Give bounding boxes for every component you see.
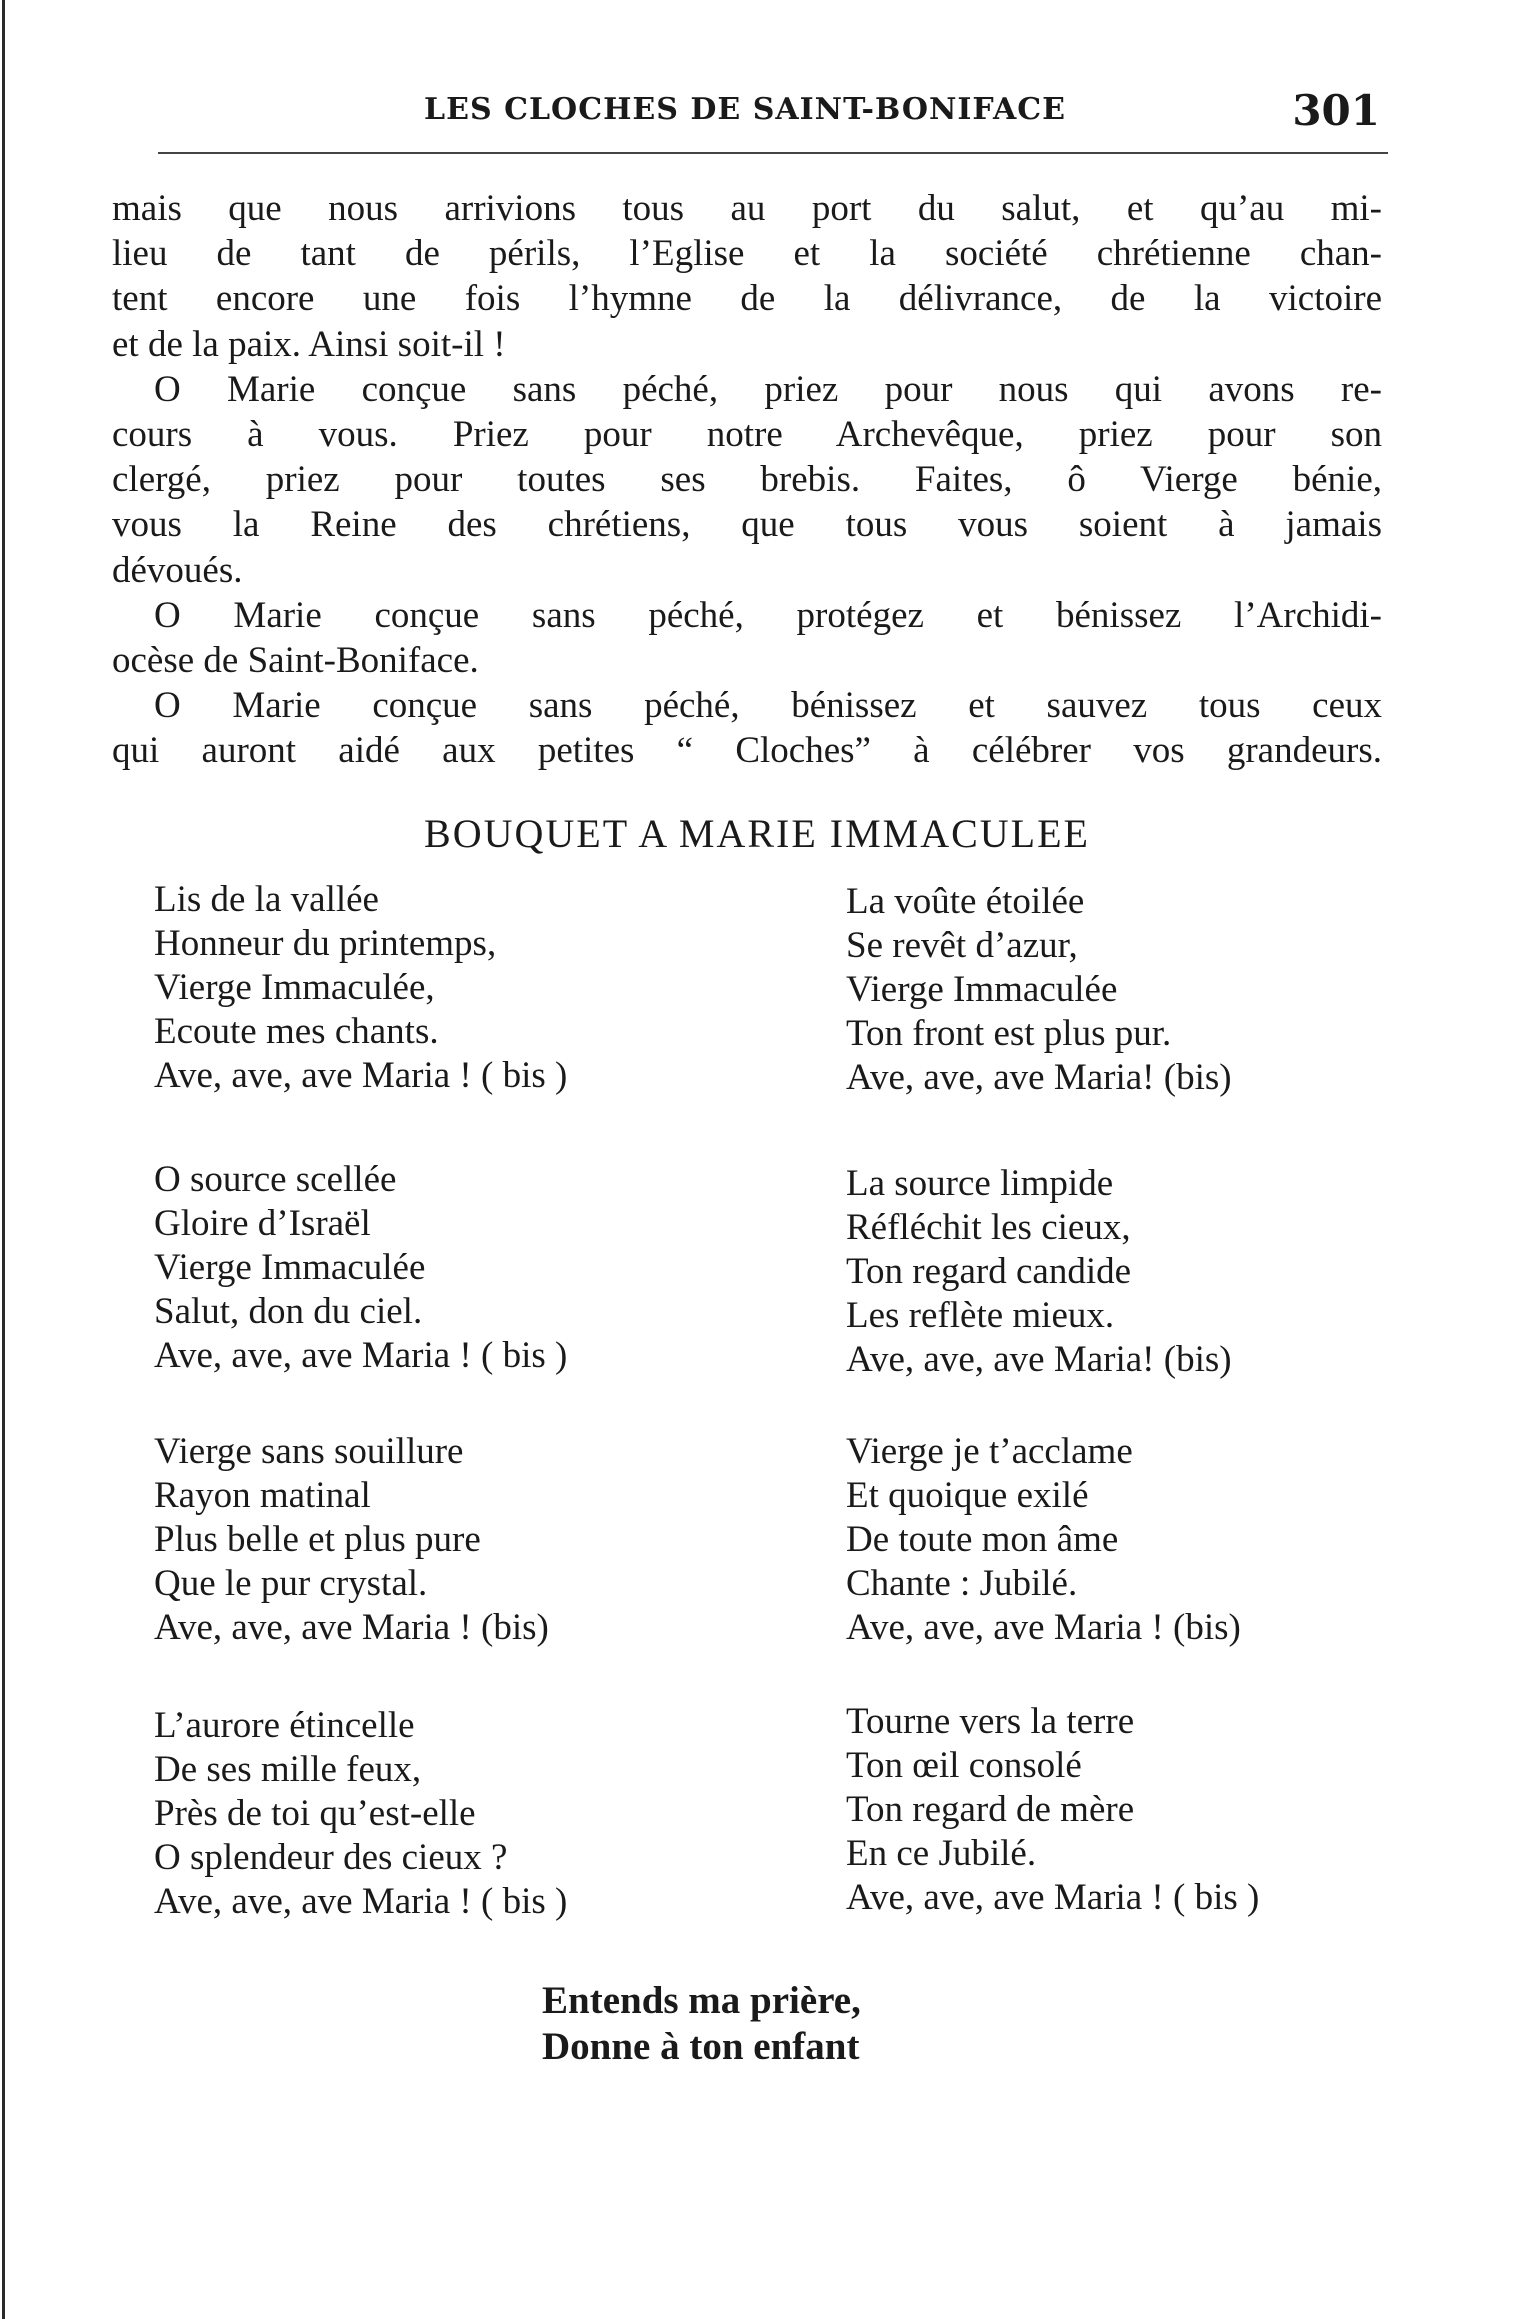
hymn-stanza-right-2 <box>846 1162 1406 1382</box>
verse-line: Ave, ave, ave Maria ! (bis) <box>846 1607 1241 1648</box>
verse-line: Ave, ave, ave Maria! (bis) <box>846 1057 1232 1098</box>
prose-line: ocèse de Saint-Boniface. <box>112 640 479 682</box>
hymn-stanza-left-1 <box>154 878 714 1098</box>
verse-line: Gloire d’Israël <box>154 1203 371 1244</box>
hymn-stanza-left-3 <box>154 1430 714 1650</box>
verse-line: Les reflète mieux. <box>846 1295 1115 1336</box>
verse-line: Ecoute mes chants. <box>154 1011 439 1052</box>
prose-line: tent encore une fois l’hymne de la délivrance, de la victoire <box>112 278 1382 320</box>
verse-line: Vierge Immaculée <box>154 1247 426 1288</box>
prose-block <box>112 186 1382 774</box>
verse-line: Plus belle et plus pure <box>154 1519 481 1560</box>
hymn-final-lines <box>542 1978 861 2070</box>
running-head <box>100 88 1390 138</box>
verse-line: De toute mon âme <box>846 1519 1119 1560</box>
prose-line: lieu de tant de périls, l’Eglise et la société chrétienne chan- <box>112 233 1382 275</box>
verse-line: Tourne vers la terre <box>846 1701 1135 1742</box>
verse-line: Lis de la vallée <box>154 879 379 920</box>
prose-line: O Marie conçue sans péché, bénissez et sauvez tous ceux <box>154 685 1382 727</box>
verse-line: Rayon matinal <box>154 1475 371 1516</box>
hymn-stanza-right-4 <box>846 1700 1406 1920</box>
verse-line: Vierge sans souillure <box>154 1431 464 1472</box>
verse-line: En ce Jubilé. <box>846 1833 1037 1874</box>
prose-line: O Marie conçue sans péché, protégez et bénissez l’Archidi- <box>154 594 1382 636</box>
verse-line: Ave, ave, ave Maria ! ( bis ) <box>154 1335 568 1376</box>
verse-line: Entends ma prière, <box>542 1979 861 2022</box>
hymn-stanza-right-1 <box>846 880 1406 1100</box>
verse-line: O source scellée <box>154 1159 397 1200</box>
hymn-title: BOUQUET A MARIE IMMACULEE <box>424 811 1090 856</box>
verse-line: Ave, ave, ave Maria ! ( bis ) <box>154 1055 568 1096</box>
verse-line: Près de toi qu’est-elle <box>154 1793 476 1834</box>
verse-line: Ave, ave, ave Maria ! ( bis ) <box>846 1877 1260 1918</box>
prose-line: cours à vous. Priez pour notre Archevêque, priez pour son <box>112 414 1382 456</box>
verse-line: Ton œil consolé <box>846 1745 1082 1786</box>
verse-line: Vierge Immaculée, <box>154 967 435 1008</box>
running-title: LES CLOCHES DE SAINT-BONIFACE <box>424 92 1066 127</box>
verse-line: Vierge Immaculée <box>846 969 1118 1010</box>
verse-line: Et quoique exilé <box>846 1475 1089 1516</box>
prose-line: dévoués. <box>112 549 243 591</box>
verse-line: Ton front est plus pur. <box>846 1013 1172 1054</box>
verse-line: Honneur du printemps, <box>154 923 497 964</box>
verse-line: Ton regard candide <box>846 1251 1132 1292</box>
verse-line: Donne à ton enfant <box>542 2025 860 2068</box>
prose-line: vous la Reine des chrétiens, que tous vous soient à jamais <box>112 504 1382 546</box>
verse-line: Ave, ave, ave Maria ! ( bis ) <box>154 1881 568 1922</box>
verse-line: Réfléchit les cieux, <box>846 1207 1131 1248</box>
verse-line: Ave, ave, ave Maria ! (bis) <box>154 1607 549 1648</box>
verse-line: Que le pur crystal. <box>154 1563 428 1604</box>
verse-line: O splendeur des cieux ? <box>154 1837 508 1878</box>
hymn-stanza-left-2 <box>154 1158 714 1378</box>
prose-line: et de la paix. Ainsi soit-il ! <box>112 323 506 365</box>
page-number: 301 <box>1292 86 1380 135</box>
header-rule <box>158 152 1388 154</box>
hymn-stanza-right-3 <box>846 1430 1406 1650</box>
prose-line: qui auront aidé aux petites “ Cloches” à célébrer vos grandeurs. <box>112 730 1382 772</box>
prose-line: mais que nous arrivions tous au port du salut, et qu’au mi- <box>112 188 1382 229</box>
hymn-stanza-left-4 <box>154 1704 714 1924</box>
verse-line: Vierge je t’acclame <box>846 1431 1133 1472</box>
verse-line: L’aurore étincelle <box>154 1705 415 1746</box>
verse-line: Chante : Jubilé. <box>846 1563 1078 1604</box>
verse-line: Ave, ave, ave Maria! (bis) <box>846 1339 1232 1380</box>
verse-line: Se revêt d’azur, <box>846 925 1078 966</box>
prose-line: clergé, priez pour toutes ses brebis. Faites, ô Vierge bénie, <box>112 459 1382 501</box>
verse-line: Salut, don du ciel. <box>154 1291 423 1332</box>
verse-line: Ton regard de mère <box>846 1789 1135 1830</box>
verse-line: La voûte étoilée <box>846 881 1085 922</box>
verse-line: La source limpide <box>846 1163 1114 1204</box>
verse-line: De ses mille feux, <box>154 1749 422 1790</box>
prose-line: O Marie conçue sans péché, priez pour nous qui avons re- <box>154 368 1382 410</box>
